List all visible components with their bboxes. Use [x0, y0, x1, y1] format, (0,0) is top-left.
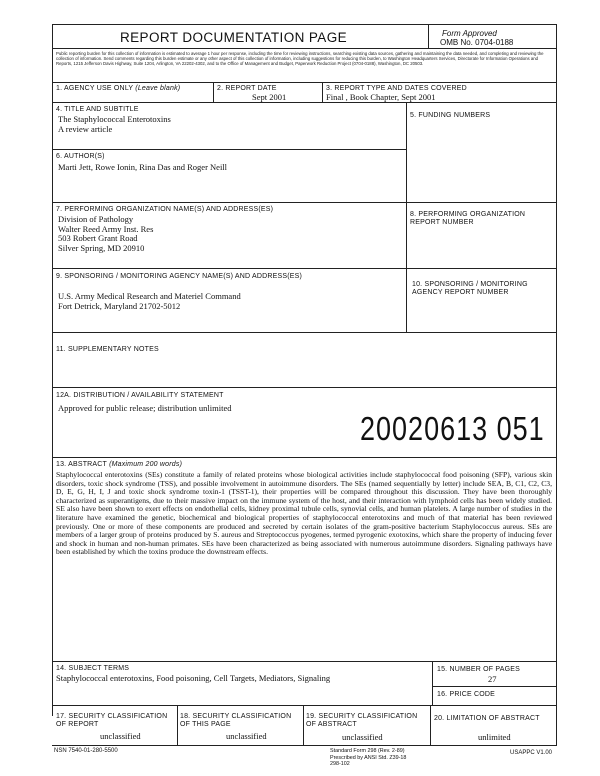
abstract-text: Staphylococcal enterotoxins (SEs) constitute a family of related proteins whose biological activities include staphylococcal food poisoning (SFP), various skin disorders, toxic shock syndrome (TSS), and possible involvement in autoimmune disorders. The SEs (named sequentially by letter) include SEA, B, C1, C2, C3, D, E, G, H, I, J and toxic shock syndrome toxin-1 (TSST-1), their properties will be compared throughout this discussion. They have been thoroughly characterized as superantigens, due to their massive impact on the immune system of the host, and their interaction with lymphoid cells has been widely studied. SE also have been shown to exert effects on endothelial cells, kidney proximal tubule cells, synovial cells, and human platelets. A large number of studies in the literature have examined the genetic, biochemical and biological properties of staphylococcal enterotoxins and much of that material has been reviewed previously. One or more of these components are produced and secreted by certain isolates of the gram-positive bacterium Staphylococcus aureus. SEs are members of a larger group of proteins produced by S. aureus and Streptococcus pyogenes, termed pyrogenic exotoxins, which share the property of inducing fever and shock in human and non-human primates. SEs have been characterized as being associated with numerous autoimmune disorders. Signaling pathways have been established by which the toxins produce the downstream effects. [56, 470, 552, 557]
divider-17-18 [177, 705, 178, 746]
performing-report-label: 8. PERFORMING ORGANIZATION REPORT NUMBER [410, 211, 526, 226]
divider-19-20 [430, 705, 431, 746]
sponsoring-report-label: 10. SPONSORING / MONITORING AGENCY REPORT NUMBER [412, 281, 528, 296]
price-rule [432, 686, 557, 687]
sec-page-label: 18. SECURITY CLASSIFICATION OF THIS PAGE [180, 713, 292, 728]
title-subtitle-label: 4. TITLE AND SUBTITLE [56, 106, 139, 113]
row9-rule [52, 332, 557, 333]
agency-use-hint: (Leave blank) [135, 85, 181, 92]
subject-terms-label: 14. SUBJECT TERMS [56, 665, 130, 672]
divider-18-19 [303, 705, 304, 746]
abstract-label: 13. ABSTRACT [56, 461, 107, 468]
distribution-value: Approved for public release; distribution unlimited [58, 403, 232, 413]
usappc-version: USAPPC V1.00 [510, 750, 553, 756]
burden-instructions: Public reporting burden for this collection of information is estimated to average 1 hour per response, including the time for reviewing instructions, searching existing data sources, gathering and maintaining the data needed, and completing and reviewing the collection of information. Send comments regarding this burden estimate or any other aspect of this collection of information, including suggestions for reducing this burden, to Washington Headquarters Services, Directorate for Information Operations and Reports, 1215 Jefferson Davis Highway, Suite 1204, Arlington, VA 22202-4302, and to the Office of Management and Budget, Paperwork Reduction Project (0704-0188), Washington, DC 20503. [56, 51, 544, 66]
distribution-label: 12A. DISTRIBUTION / AVAILABILITY STATEMENT [56, 392, 224, 399]
authors-value: Marti Jett, Rowe Ionin, Rina Das and Roger Neill [58, 162, 228, 172]
agency-use-field [56, 85, 180, 93]
row4-rule [52, 149, 407, 150]
number-of-pages-value: 27 [488, 674, 497, 684]
performing-org-value: Division of Pathology Walter Reed Army Inst. Res 503 Robert Grant Road Silver Spring, MD 20910 [58, 214, 154, 253]
authors-label: 6. AUTHOR(S) [56, 153, 105, 160]
page-title: REPORT DOCUMENTATION PAGE [120, 30, 348, 45]
sec-abstract-value: unclassified [342, 732, 383, 742]
omb-number: OMB No. 0704-0188 [440, 38, 514, 47]
sec-report-label: 17. SECURITY CLASSIFICATION OF REPORT [56, 713, 168, 728]
frame-right [556, 24, 557, 746]
limitation-value: unlimited [478, 732, 511, 742]
report-date-value: Sept 2001 [252, 92, 287, 102]
sec-report-value: unclassified [100, 731, 141, 741]
abstract-field [56, 461, 182, 469]
standard-form-note: Standard Form 298 (Rev. 2-89) Prescribed by ANSI Std. Z39-18 298-102 [330, 748, 407, 767]
divider-1-2 [213, 82, 214, 102]
performing-org-label: 7. PERFORMING ORGANIZATION NAME(S) AND ADDRESS(ES) [56, 206, 274, 213]
limitation-label: 20. LIMITATION OF ABSTRACT [434, 715, 540, 722]
agency-use-label: 1. AGENCY USE ONLY [56, 85, 134, 92]
report-type-value: Final , Book Chapter, Sept 2001 [326, 92, 436, 102]
frame-top [52, 24, 557, 25]
omb-divider [428, 24, 429, 48]
frame-bottom [52, 745, 557, 746]
instructions-rule [52, 82, 557, 83]
frame-left [52, 24, 53, 716]
header-rule [52, 48, 557, 49]
number-of-pages-label: 15. NUMBER OF PAGES [437, 666, 521, 673]
sec-abstract-label: 19. SECURITY CLASSIFICATION OF ABSTRACT [306, 713, 418, 728]
row12-rule [52, 457, 557, 458]
sponsoring-value: U.S. Army Medical Research and Materiel Command Fort Detrick, Maryland 21702-5012 [58, 291, 241, 311]
row7-rule [52, 268, 557, 269]
right-column-divider-upper [406, 102, 407, 202]
sec-page-value: unclassified [226, 731, 267, 741]
pages-divider [432, 661, 433, 705]
right-column-divider-middle [406, 202, 407, 332]
row6-rule [52, 202, 557, 203]
divider-2-3 [322, 82, 323, 102]
abstract-hint: (Maximum 200 words) [109, 461, 183, 468]
price-code-label: 16. PRICE CODE [437, 691, 496, 698]
report-date-label: 2. REPORT DATE [217, 85, 277, 92]
row11-rule [52, 387, 557, 388]
row14-rule [52, 705, 557, 706]
form-approved-label: Form Approved [442, 29, 497, 38]
supplementary-label: 11. SUPPLEMENTARY NOTES [56, 346, 159, 353]
funding-numbers-label: 5. FUNDING NUMBERS [410, 112, 491, 119]
sponsoring-label: 9. SPONSORING / MONITORING AGENCY NAME(S) AND ADDRESS(ES) [56, 273, 303, 280]
report-type-label: 3. REPORT TYPE AND DATES COVERED [326, 85, 467, 92]
accession-number: 20020613 051 [360, 410, 545, 448]
subject-terms-value: Staphylococcal enterotoxins, Food poisoning, Cell Targets, Mediators, Signaling [56, 673, 331, 683]
nsn-number: NSN 7540-01-280-5500 [54, 748, 118, 754]
row13-rule [52, 661, 557, 662]
title-subtitle-value: The Staphylococcal Enterotoxins A review article [58, 114, 171, 134]
row1-rule [52, 102, 557, 103]
